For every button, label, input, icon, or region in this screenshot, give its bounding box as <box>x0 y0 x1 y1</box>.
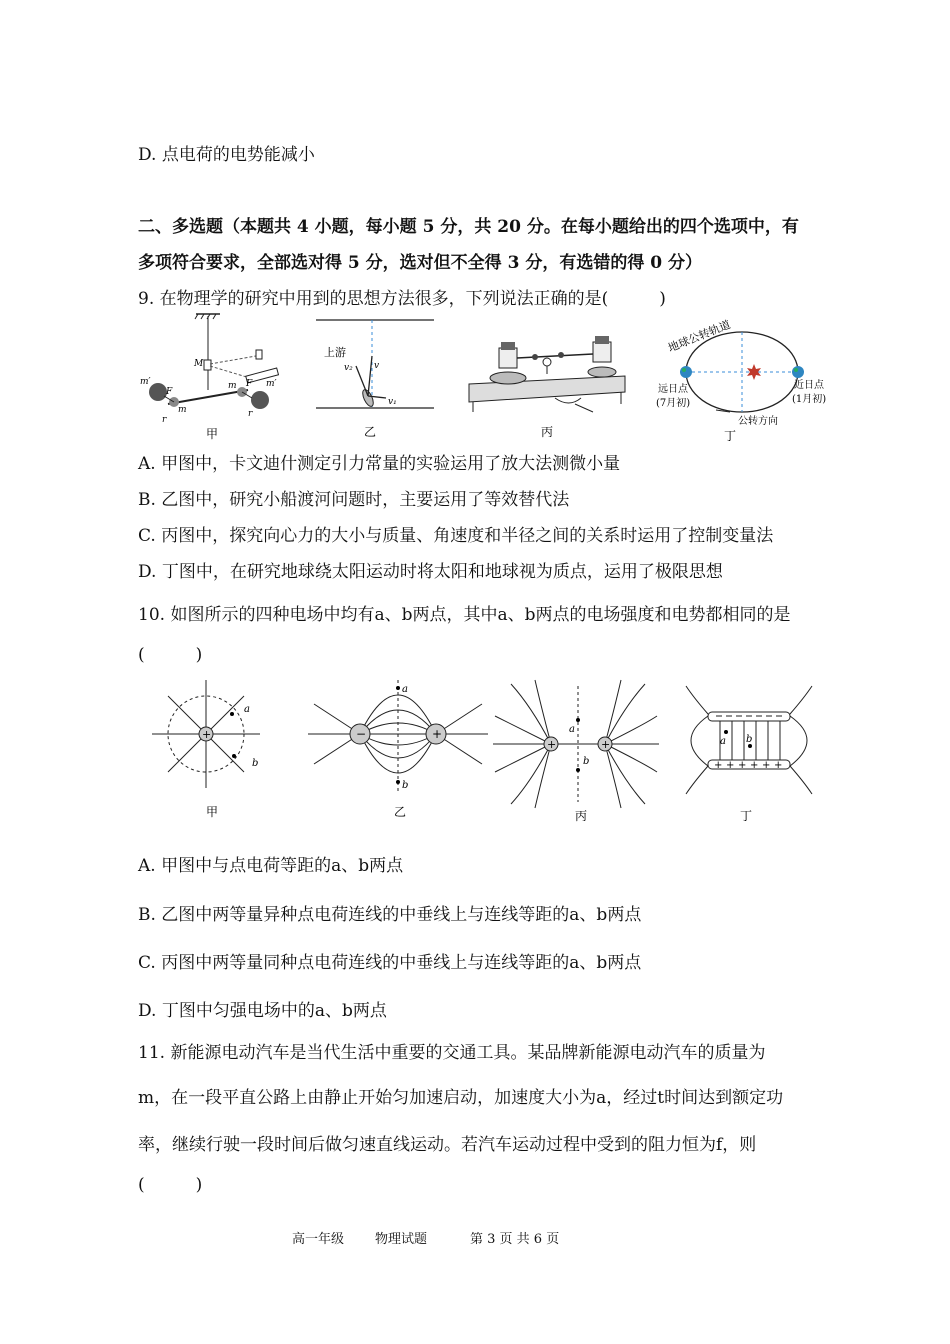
charge-plus-right: + <box>601 738 611 751</box>
q10-option-b: B. 乙图中两等量异种点电荷连线的中垂线上与连线等距的a、b两点 <box>138 905 642 925</box>
q9-figure-ding <box>650 312 840 447</box>
point-a: a <box>569 724 575 735</box>
q9-option-b: B. 乙图中，研究小船渡河问题时，主要运用了等效替代法 <box>138 490 570 510</box>
label-m-right: m <box>228 381 237 391</box>
point-b: b <box>252 758 259 769</box>
plate-plus: + <box>714 760 723 771</box>
caption-jia: 甲 <box>206 805 219 819</box>
plate-plus-2: + <box>726 760 735 771</box>
plate-plus-3: + <box>738 760 747 771</box>
point-a: a <box>402 684 408 695</box>
q11-line3: 率，继续行驶一段时间后做匀速直线运动。若汽车运动过程中受到的阻力恒为f，则 <box>138 1135 757 1155</box>
q11-paren: ( ) <box>138 1175 203 1195</box>
charge-plus: + <box>432 727 443 741</box>
q9-figure-yi <box>312 312 437 442</box>
caption-jia: 甲 <box>206 427 219 441</box>
caption-ding: 丁 <box>724 429 737 443</box>
q9-figure-bing <box>465 312 630 442</box>
q9-option-c: C. 丙图中，探究向心力的大小与质量、角速度和半径之间的关系时运用了控制变量法 <box>138 526 774 546</box>
label-aphelion-month: (7月初) <box>656 398 691 409</box>
label-M: M <box>194 359 204 369</box>
caption-yi: 乙 <box>394 805 407 819</box>
q8-option-d: D. 点电荷的电势能减小 <box>138 145 315 165</box>
q10-paren: ( ) <box>138 645 203 665</box>
caption-yi: 乙 <box>364 425 377 439</box>
q9-option-d: D. 丁图中，在研究地球绕太阳运动时将太阳和地球视为质点，运用了极限思想 <box>138 562 723 582</box>
q9-figure-jia <box>138 312 288 442</box>
label-orbit: 地球公转轨道 <box>666 318 733 355</box>
caption-bing: 丙 <box>575 809 588 823</box>
q10-stem: 10. 如图所示的四种电场中均有a、b两点，其中a、b两点的电场强度和电势都相同的是 <box>138 605 791 625</box>
caption-ding: 丁 <box>740 809 753 823</box>
charge-minus: − <box>356 727 367 741</box>
charge-plus: + <box>202 728 212 741</box>
plate-plus-5: + <box>762 760 771 771</box>
q10-figure-bing <box>491 676 661 826</box>
label-r: r <box>162 415 167 425</box>
label-m: m <box>178 405 187 415</box>
label-m-prime-right: m′ <box>266 379 277 389</box>
label-F: F <box>166 387 173 397</box>
label-F-right: F <box>246 379 253 389</box>
label-perihelion: 近日点 <box>794 380 824 391</box>
label-perihelion-month: (1月初) <box>792 394 827 405</box>
label-v: v <box>374 361 380 371</box>
label-m-prime: m′ <box>140 377 151 387</box>
q11-line1: 11. 新能源电动汽车是当代生活中重要的交通工具。某品牌新能源电动汽车的质量为 <box>138 1043 766 1063</box>
caption-bing: 丙 <box>541 425 554 439</box>
label-r-right: r <box>248 409 253 419</box>
plate-plus-4: + <box>750 760 759 771</box>
q10-option-d: D. 丁图中匀强电场中的a、b两点 <box>138 1001 387 1021</box>
footer-grade: 高一年级 <box>292 1232 345 1247</box>
label-direction: 公转方向 <box>738 416 778 427</box>
q11-line2: m，在一段平直公路上由静止开始匀加速启动，加速度大小为a，经过t时间达到额定功 <box>138 1088 784 1108</box>
q9-option-a: A. 甲图中，卡文迪什测定引力常量的实验运用了放大法测微小量 <box>138 454 621 474</box>
q10-figure-ding <box>680 676 815 826</box>
point-b: b <box>583 756 590 767</box>
plate-plus-6: + <box>774 760 783 771</box>
q10-option-c: C. 丙图中两等量同种点电荷连线的中垂线上与连线等距的a、b两点 <box>138 953 642 973</box>
label-v1: v₁ <box>388 397 397 407</box>
q10-option-a: A. 甲图中与点电荷等距的a、b两点 <box>138 856 404 876</box>
section2-heading-line2: 多项符合要求，全部选对得 5 分，选对但不全得 3 分，有选错的得 0 分） <box>138 253 702 273</box>
point-a: a <box>244 704 250 715</box>
footer-subject: 物理试题 <box>375 1232 428 1247</box>
q10-figure-yi <box>306 676 491 826</box>
point-a: a <box>720 736 726 747</box>
q9-stem: 9. 在物理学的研究中用到的思想方法很多，下列说法正确的是( ) <box>138 289 666 309</box>
label-aphelion: 远日点 <box>658 384 688 395</box>
section2-heading-line1: 二、多选题（本题共 4 小题，每小题 5 分，共 20 分。在每小题给出的四个选项中，有 <box>138 217 799 237</box>
q10-figure-jia <box>148 676 273 826</box>
charge-plus-left: + <box>547 738 557 751</box>
label-v2: v₂ <box>344 363 353 373</box>
footer-page: 第 3 页 共 6 页 <box>470 1232 560 1247</box>
point-b: b <box>402 780 409 791</box>
point-b: b <box>746 734 753 745</box>
label-upstream: 上游 <box>324 346 346 359</box>
